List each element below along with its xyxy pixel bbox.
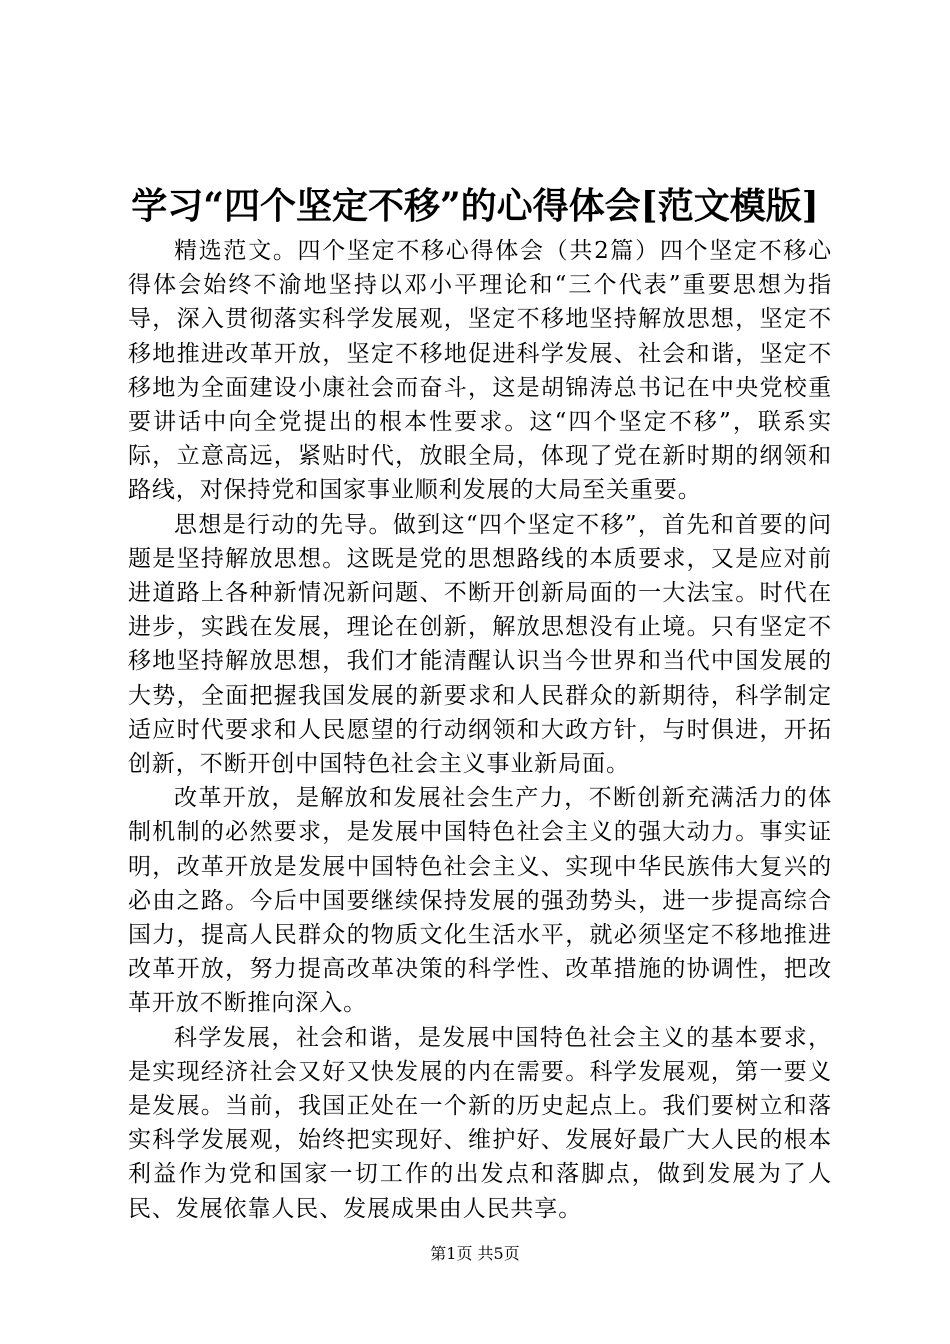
document-body (128, 234, 832, 1226)
page-footer (0, 1244, 950, 1264)
paragraph: 改革开放，是解放和发展社会生产力，不断创新充满活力的体制机制的必然要求，是发展中国特色社会主义的强大动力。事实证明，改革开放是发展中国特色社会主义、实现中华民族伟大复兴的必由之路。今后中国要继续保持发展的强劲势头，进一步提高综合国力，提高人民群众的物质文化生活水平，就必须坚定不移地推进改革开放，努力提高改革决策的科学性、改革措施的协调性，把改革开放不断推向深入。 (128, 785, 832, 1017)
document-title: 学习“四个坚定不移”的心得体会[范文模版] (131, 185, 819, 227)
page-number: 第1页 (430, 1244, 473, 1263)
paragraph: 精选范文。四个坚定不移心得体会（共2篇）四个坚定不移心得体会始终不渝地坚持以邓小平理论和“三个代表”重要思想为指导，深入贯彻落实科学发展观，坚定不移地坚持解放思想，坚定不移地推进改革开放，坚定不移地促进科学发展、社会和谐，坚定不移地为全面建设小康社会而奋斗，这是胡锦涛总书记在中央党校重要讲话中向全党提出的根本性要求。这“四个坚定不移”，联系实际，立意高远，紧贴时代，放眼全局，体现了党在新时期的纲领和路线，对保持党和国家事业顺利发展的大局至关重要。 (128, 238, 832, 504)
paragraph: 思想是行动的先导。做到这“四个坚定不移”，首先和首要的问题是坚持解放思想。这既是党的思想路线的本质要求，又是应对前进道路上各种新情况新问题、不断开创新局面的一大法宝。时代在进步，实践在发展，理论在创新，解放思想没有止境。只有坚定不移地坚持解放思想，我们才能清醒认识当今世界和当代中国发展的大势，全面把握我国发展的新要求和人民群众的新期待，科学制定适应时代要求和人民愿望的行动纲领和大政方针，与时俱进，开拓创新，不断开创中国特色社会主义事业新局面。 (128, 511, 832, 778)
page-total: 共5页 (477, 1244, 520, 1263)
paragraph: 科学发展，社会和谐，是发展中国特色社会主义的基本要求，是实现经济社会又好又快发展的内在需要。科学发展观，第一要义是发展。当前，我国正处在一个新的历史起点上。我们要树立和落实科学发展观，始终把实现好、维护好、发展好最广大人民的根本利益作为党和国家一切工作的出发点和落脚点，做到发展为了人民、发展依靠人民、发展成果由人民共享。 (128, 1024, 832, 1222)
